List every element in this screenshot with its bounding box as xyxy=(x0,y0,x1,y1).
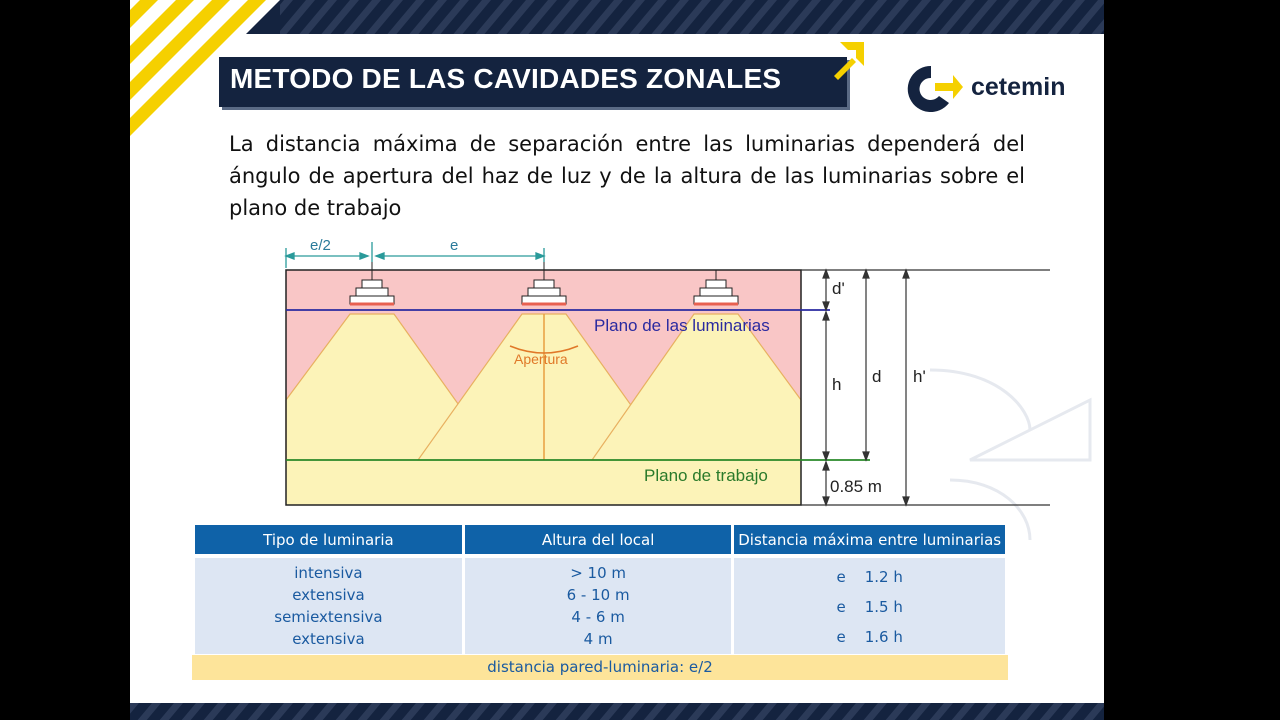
title-bar xyxy=(219,57,847,107)
intro-paragraph: La distancia máxima de separación entre las luminarias dependerá del ángulo de apertura del haz de luz y de la altura de las luminarias sobre el plano de trabajo xyxy=(229,132,1025,220)
luminaire-diagram xyxy=(270,228,1070,518)
distance-cell xyxy=(734,558,1005,654)
cetemin-logo-icon xyxy=(905,63,963,115)
h-label: h xyxy=(832,375,842,394)
arrow-accent-icon xyxy=(830,40,870,80)
type-item: intensiva xyxy=(294,564,363,582)
logo-text: cetemin xyxy=(971,73,1066,101)
type-item: extensiva xyxy=(292,586,365,604)
distance-item: e 1.2 h xyxy=(836,568,903,586)
bottom-stripe-band xyxy=(130,703,1104,720)
luminaire-plane-label: Plano de las luminarias xyxy=(594,316,770,335)
distance-item: e 1.6 h xyxy=(836,628,903,646)
e-half-label: e/2 xyxy=(310,237,331,254)
type-item: semiextensiva xyxy=(274,608,383,626)
type-cell xyxy=(195,558,462,654)
page-title: METODO DE LAS CAVIDADES ZONALES xyxy=(230,63,782,94)
d-prime-label: d' xyxy=(832,279,845,298)
h-prime-label: h' xyxy=(913,367,926,386)
luminaire-table xyxy=(192,521,1008,658)
cetemin-logo[interactable] xyxy=(905,63,1075,115)
col-header-distance: Distancia máxima entre luminarias xyxy=(734,525,1005,554)
height-item: 4 - 6 m xyxy=(571,608,625,626)
d-label: d xyxy=(872,367,882,386)
height-cell xyxy=(465,558,731,654)
slide xyxy=(130,0,1104,720)
aperture-label: Apertura xyxy=(514,351,568,367)
height-item: > 10 m xyxy=(570,564,627,582)
col-header-height: Altura del local xyxy=(465,525,731,554)
col-header-type: Tipo de luminaria xyxy=(195,525,462,554)
distance-item: e 1.5 h xyxy=(836,598,903,616)
wall-distance-note: distancia pared-luminaria: e/2 xyxy=(192,655,1008,680)
height-085-label: 0.85 m xyxy=(830,477,882,496)
work-plane-label: Plano de trabajo xyxy=(644,466,768,485)
type-item: extensiva xyxy=(292,630,365,648)
height-item: 6 - 10 m xyxy=(566,586,630,604)
e-label: e xyxy=(450,237,459,254)
height-item: 4 m xyxy=(583,630,613,648)
